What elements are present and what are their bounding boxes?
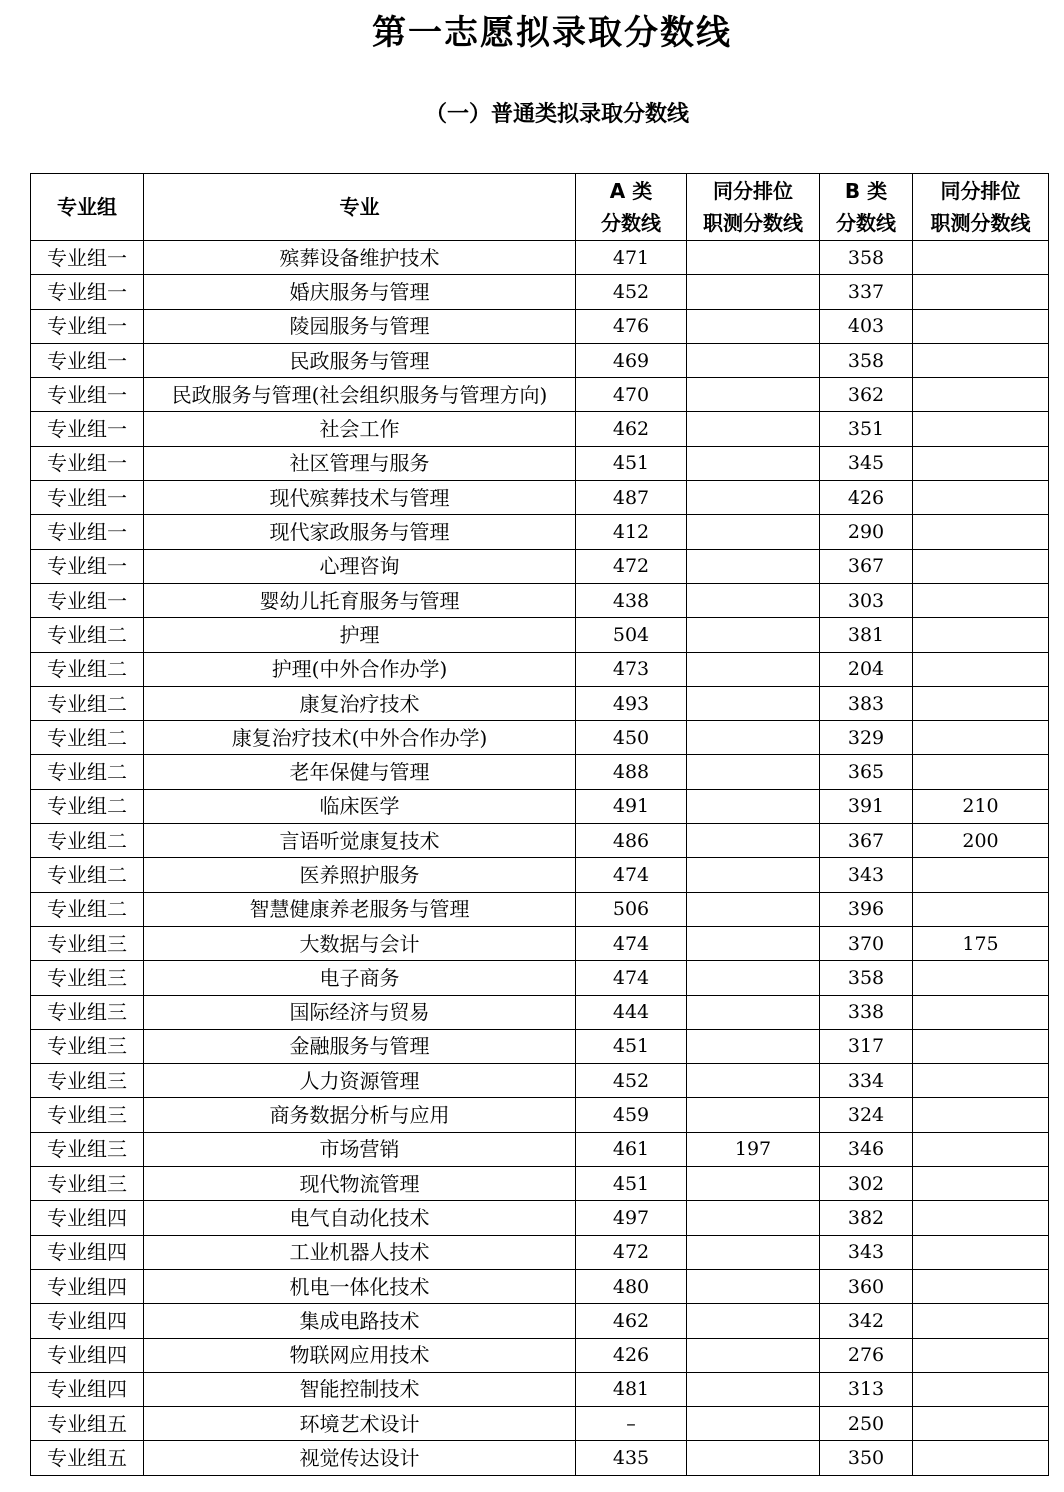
table-row [31,481,1049,515]
cell-major-group: 专业组一 [31,549,144,583]
cell-major: 工业机器人技术 [144,1235,576,1269]
cell-a-tie-score [687,755,820,789]
cell-a-tie-score [687,618,820,652]
cell-b-score: 204 [820,652,913,686]
cell-a-score: 473 [576,652,687,686]
cell-a-tie-score [687,1098,820,1132]
cell-b-score: 334 [820,1064,913,1098]
cell-a-tie-score [687,412,820,446]
cell-b-tie-score [913,686,1049,720]
table-row [31,1269,1049,1303]
cell-b-score: 358 [820,241,913,275]
cell-a-score: 470 [576,378,687,412]
cell-b-score: 358 [820,343,913,377]
cell-b-score: 317 [820,1029,913,1063]
cell-major-group: 专业组三 [31,1029,144,1063]
cell-major: 机电一体化技术 [144,1269,576,1303]
cell-major-group: 专业组二 [31,686,144,720]
cell-major: 现代殡葬技术与管理 [144,481,576,515]
cell-b-tie-score [913,1235,1049,1269]
cell-b-score: 350 [820,1441,913,1475]
page-title: 第一志愿拟录取分数线 [372,13,732,53]
cell-major: 民政服务与管理 [144,343,576,377]
cell-b-score: 383 [820,686,913,720]
cell-a-tie-score [687,583,820,617]
cell-b-tie-score [913,1269,1049,1303]
cell-a-tie-score [687,446,820,480]
cell-a-score: 504 [576,618,687,652]
cell-major-group: 专业组一 [31,275,144,309]
cell-major: 大数据与会计 [144,926,576,960]
cell-major: 临床医学 [144,789,576,823]
header-major: 专业 [144,174,576,241]
cell-a-score: 459 [576,1098,687,1132]
cell-major-group: 专业组三 [31,961,144,995]
cell-major-group: 专业组三 [31,995,144,1029]
cell-major: 医养照护服务 [144,858,576,892]
cell-a-score: 474 [576,858,687,892]
cell-major: 环境艺术设计 [144,1407,576,1441]
cell-a-tie-score [687,1064,820,1098]
cell-major-group: 专业组二 [31,755,144,789]
cell-b-tie-score [913,583,1049,617]
cell-b-score: 381 [820,618,913,652]
cell-a-score: 474 [576,926,687,960]
table-row [31,858,1049,892]
cell-a-score: 461 [576,1132,687,1166]
table-row [31,1338,1049,1372]
table-row [31,1132,1049,1166]
cell-major-group: 专业组五 [31,1407,144,1441]
cell-b-tie-score [913,1441,1049,1475]
cell-major: 智慧健康养老服务与管理 [144,892,576,926]
cell-major-group: 专业组三 [31,1167,144,1201]
table-row [31,309,1049,343]
cell-major-group: 专业组一 [31,343,144,377]
cell-b-tie-score [913,618,1049,652]
cell-major-group: 专业组一 [31,309,144,343]
cell-b-tie-score [913,1029,1049,1063]
cell-a-tie-score [687,1167,820,1201]
cell-major: 婴幼儿托育服务与管理 [144,583,576,617]
cell-b-tie-score [913,1407,1049,1441]
cell-major-group: 专业组三 [31,1132,144,1166]
table-row [31,378,1049,412]
cell-b-tie-score [913,446,1049,480]
table-row [31,824,1049,858]
cell-b-score: 391 [820,789,913,823]
cell-a-tie-score [687,515,820,549]
table-row [31,515,1049,549]
cell-b-score: 276 [820,1338,913,1372]
cell-b-score: 313 [820,1372,913,1406]
cell-a-tie-score [687,378,820,412]
cell-major: 现代物流管理 [144,1167,576,1201]
cell-a-tie-score [687,1407,820,1441]
cell-a-tie-score [687,1372,820,1406]
cell-b-tie-score [913,995,1049,1029]
cell-major: 社会工作 [144,412,576,446]
table-row [31,412,1049,446]
header-a-score-line: A 类 分数线 [576,174,687,241]
cell-b-score: 324 [820,1098,913,1132]
cell-b-tie-score [913,378,1049,412]
cell-major-group: 专业组四 [31,1338,144,1372]
table-row [31,343,1049,377]
cell-a-tie-score [687,1441,820,1475]
cell-major: 康复治疗技术(中外合作办学) [144,721,576,755]
table-row [31,1098,1049,1132]
cell-a-score: 472 [576,1235,687,1269]
cell-major-group: 专业组四 [31,1269,144,1303]
cell-a-score: 452 [576,1064,687,1098]
cell-b-score: 337 [820,275,913,309]
cell-major-group: 专业组一 [31,412,144,446]
table-row [31,1372,1049,1406]
cell-a-score: 452 [576,275,687,309]
cell-b-score: 343 [820,1235,913,1269]
cell-a-score: 481 [576,1372,687,1406]
cell-major: 国际经济与贸易 [144,995,576,1029]
table-row [31,583,1049,617]
cell-a-tie-score [687,995,820,1029]
cell-b-score: 360 [820,1269,913,1303]
cell-a-tie-score [687,789,820,823]
table-row [31,618,1049,652]
cell-a-tie-score [687,926,820,960]
cell-major-group: 专业组一 [31,515,144,549]
cell-major: 婚庆服务与管理 [144,275,576,309]
cell-major: 集成电路技术 [144,1304,576,1338]
cell-a-tie-score [687,1201,820,1235]
cell-b-score: 338 [820,995,913,1029]
cell-b-tie-score [913,515,1049,549]
cell-major-group: 专业组二 [31,789,144,823]
table-row [31,1201,1049,1235]
header-b-tie-rank-score: 同分排位 职测分数线 [913,174,1049,241]
cell-a-score: 488 [576,755,687,789]
cell-major-group: 专业组二 [31,721,144,755]
cell-b-score: 302 [820,1167,913,1201]
cell-major: 商务数据分析与应用 [144,1098,576,1132]
cell-b-score: 367 [820,549,913,583]
cell-b-score: 403 [820,309,913,343]
cell-a-tie-score [687,1304,820,1338]
cell-b-tie-score [913,892,1049,926]
cell-b-tie-score [913,1132,1049,1166]
cell-b-score: 250 [820,1407,913,1441]
table-row [31,755,1049,789]
cell-a-tie-score [687,1269,820,1303]
cell-b-score: 303 [820,583,913,617]
cell-a-tie-score: 197 [687,1132,820,1166]
cell-b-score: 426 [820,481,913,515]
cell-a-tie-score [687,343,820,377]
cell-b-score: 329 [820,721,913,755]
cell-a-tie-score [687,309,820,343]
cell-a-score: 438 [576,583,687,617]
table-row [31,686,1049,720]
cell-b-score: 345 [820,446,913,480]
cell-b-tie-score [913,961,1049,995]
table-row [31,241,1049,275]
cell-a-score: – [576,1407,687,1441]
cell-major: 陵园服务与管理 [144,309,576,343]
cell-major-group: 专业组四 [31,1201,144,1235]
cell-major: 市场营销 [144,1132,576,1166]
cell-b-score: 370 [820,926,913,960]
header-a-tie-rank-score: 同分排位 职测分数线 [687,174,820,241]
cell-a-tie-score [687,652,820,686]
cell-b-tie-score [913,1304,1049,1338]
cell-a-score: 451 [576,1167,687,1201]
cell-b-score: 396 [820,892,913,926]
cell-a-tie-score [687,858,820,892]
cell-major-group: 专业组四 [31,1372,144,1406]
cell-major-group: 专业组四 [31,1235,144,1269]
cell-major-group: 专业组五 [31,1441,144,1475]
cell-major: 金融服务与管理 [144,1029,576,1063]
cell-b-tie-score [913,1338,1049,1372]
cell-b-tie-score [913,412,1049,446]
cell-major: 电子商务 [144,961,576,995]
cell-major-group: 专业组二 [31,858,144,892]
cell-a-score: 469 [576,343,687,377]
cell-b-tie-score [913,1167,1049,1201]
cell-major-group: 专业组三 [31,926,144,960]
cell-a-tie-score [687,241,820,275]
cell-b-score: 358 [820,961,913,995]
cell-a-score: 493 [576,686,687,720]
cell-b-score: 367 [820,824,913,858]
cell-a-tie-score [687,961,820,995]
table-row [31,995,1049,1029]
cell-a-score: 435 [576,1441,687,1475]
cell-major-group: 专业组一 [31,583,144,617]
cell-b-tie-score [913,1372,1049,1406]
cell-b-score: 351 [820,412,913,446]
cell-a-tie-score [687,721,820,755]
cell-a-score: 462 [576,412,687,446]
cell-b-score: 365 [820,755,913,789]
cell-b-tie-score [913,309,1049,343]
cell-major: 康复治疗技术 [144,686,576,720]
cell-a-score: 486 [576,824,687,858]
cell-b-tie-score: 175 [913,926,1049,960]
cell-b-tie-score [913,652,1049,686]
cell-b-tie-score [913,1098,1049,1132]
cell-a-score: 491 [576,789,687,823]
cell-b-tie-score: 200 [913,824,1049,858]
cell-major-group: 专业组一 [31,481,144,515]
cell-b-tie-score: 210 [913,789,1049,823]
table-row [31,1029,1049,1063]
cell-a-tie-score [687,824,820,858]
cell-a-tie-score [687,892,820,926]
cell-major: 心理咨询 [144,549,576,583]
table-row [31,549,1049,583]
cell-b-score: 362 [820,378,913,412]
cell-a-score: 450 [576,721,687,755]
cell-major: 护理(中外合作办学) [144,652,576,686]
cell-major-group: 专业组一 [31,446,144,480]
cell-a-tie-score [687,1029,820,1063]
cell-major: 人力资源管理 [144,1064,576,1098]
table-row [31,789,1049,823]
cell-a-tie-score [687,1235,820,1269]
table-row [31,721,1049,755]
cell-major: 智能控制技术 [144,1372,576,1406]
cell-b-tie-score [913,858,1049,892]
cell-major-group: 专业组三 [31,1064,144,1098]
header-major-group: 专业组 [31,174,144,241]
table-row [31,892,1049,926]
cell-major-group: 专业组一 [31,241,144,275]
cell-a-score: 472 [576,549,687,583]
cell-a-score: 462 [576,1304,687,1338]
section-subtitle: （一）普通类拟录取分数线 [424,101,689,127]
cell-b-score: 346 [820,1132,913,1166]
table-row [31,275,1049,309]
cell-major-group: 专业组二 [31,652,144,686]
cell-b-score: 342 [820,1304,913,1338]
table-row [31,1167,1049,1201]
cell-b-tie-score [913,1064,1049,1098]
cell-a-score: 487 [576,481,687,515]
cell-major-group: 专业组一 [31,378,144,412]
table-row [31,1407,1049,1441]
cell-a-score: 471 [576,241,687,275]
cell-b-tie-score [913,549,1049,583]
cell-a-tie-score [687,1338,820,1372]
cell-major: 现代家政服务与管理 [144,515,576,549]
admission-score-table [30,173,1049,1476]
cell-a-score: 412 [576,515,687,549]
table-header-row [31,174,1049,241]
cell-major-group: 专业组三 [31,1098,144,1132]
cell-b-score: 343 [820,858,913,892]
cell-a-score: 476 [576,309,687,343]
cell-a-tie-score [687,686,820,720]
cell-major: 社区管理与服务 [144,446,576,480]
table-row [31,1235,1049,1269]
cell-b-tie-score [913,721,1049,755]
table-row [31,446,1049,480]
table-row [31,926,1049,960]
cell-major: 殡葬设备维护技术 [144,241,576,275]
cell-b-tie-score [913,241,1049,275]
cell-major-group: 专业组二 [31,892,144,926]
table-row [31,652,1049,686]
cell-a-score: 451 [576,446,687,480]
cell-b-tie-score [913,275,1049,309]
cell-a-tie-score [687,481,820,515]
cell-a-score: 444 [576,995,687,1029]
cell-a-score: 426 [576,1338,687,1372]
cell-a-score: 506 [576,892,687,926]
cell-a-score: 497 [576,1201,687,1235]
cell-major: 物联网应用技术 [144,1338,576,1372]
cell-b-tie-score [913,1201,1049,1235]
cell-major: 护理 [144,618,576,652]
cell-b-tie-score [913,343,1049,377]
cell-major: 老年保健与管理 [144,755,576,789]
table-row [31,1304,1049,1338]
cell-major: 电气自动化技术 [144,1201,576,1235]
cell-major-group: 专业组二 [31,824,144,858]
cell-a-score: 480 [576,1269,687,1303]
table-row [31,1441,1049,1475]
cell-a-score: 474 [576,961,687,995]
table-row [31,961,1049,995]
cell-b-score: 290 [820,515,913,549]
cell-major-group: 专业组二 [31,618,144,652]
header-b-score-line: B 类 分数线 [820,174,913,241]
cell-major: 言语听觉康复技术 [144,824,576,858]
table-row [31,1064,1049,1098]
cell-a-tie-score [687,275,820,309]
cell-a-score: 451 [576,1029,687,1063]
cell-b-tie-score [913,481,1049,515]
cell-a-tie-score [687,549,820,583]
cell-major-group: 专业组四 [31,1304,144,1338]
cell-major: 视觉传达设计 [144,1441,576,1475]
cell-b-score: 382 [820,1201,913,1235]
cell-b-tie-score [913,755,1049,789]
cell-major: 民政服务与管理(社会组织服务与管理方向) [144,378,576,412]
